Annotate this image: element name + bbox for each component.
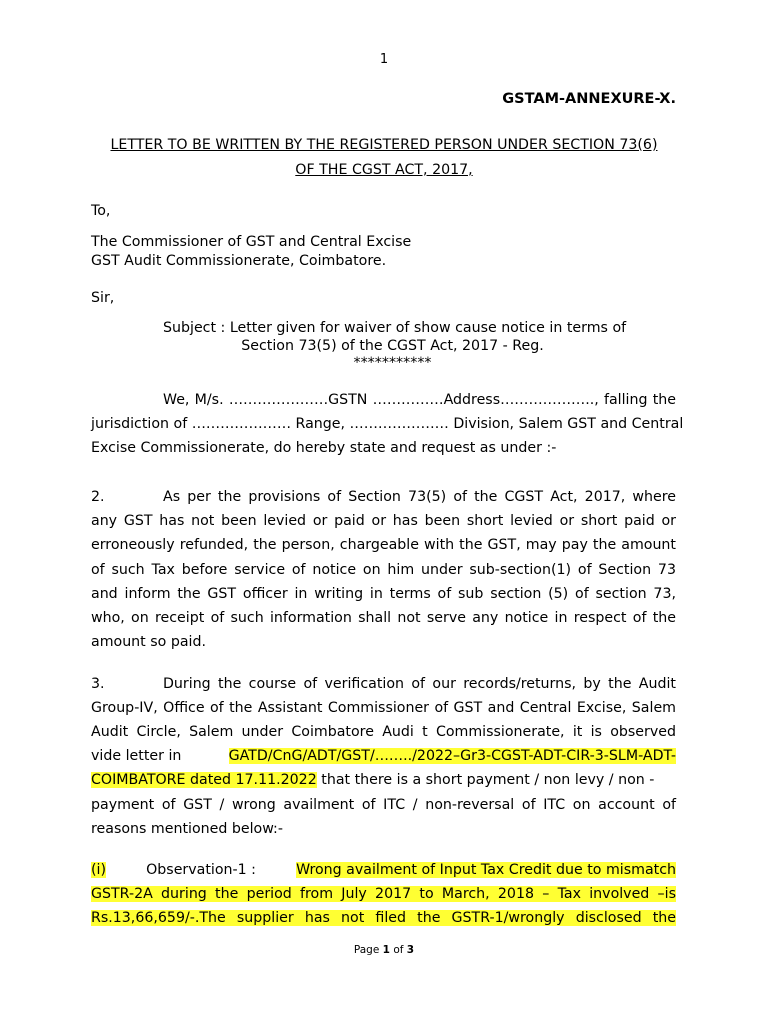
para3-line-5 bbox=[91, 772, 676, 788]
para2-number: 2. bbox=[91, 489, 105, 505]
subject-line-1: Subject : Letter given for waiver of show cause notice in terms of bbox=[163, 320, 627, 336]
para2-line-2: any GST has not been levied or paid or has been short levied or short paid or bbox=[91, 513, 676, 529]
to-label: To, bbox=[91, 203, 111, 219]
para3-line-3: Audit Circle, Salem under Coimbatore Audi t Commissionerate, it is observed bbox=[91, 724, 676, 740]
para2-line-5: and inform the GST officer in writing in terms of sub section (5) of section 73, bbox=[91, 586, 676, 602]
addressee-line-1: The Commissioner of GST and Central Excise bbox=[91, 234, 412, 250]
para2-line-7: amount so paid. bbox=[91, 634, 206, 650]
footer-of-word: of bbox=[393, 944, 404, 956]
para3-line-4 bbox=[91, 748, 676, 764]
footer-current-page: 1 bbox=[382, 944, 390, 956]
para3-line-2: Group-IV, Office of the Assistant Commissioner of GST and Central Excise, Salem bbox=[91, 700, 676, 716]
subject-line-2: Section 73(5) of the CGST Act, 2017 - Reg. bbox=[241, 338, 544, 354]
letter-date-highlight: COIMBATORE dated 17.11.2022 bbox=[91, 772, 317, 788]
observation-1-line-1 bbox=[91, 862, 676, 878]
title-line-1: LETTER TO BE WRITTEN BY THE REGISTERED PERSON UNDER SECTION 73(6) bbox=[110, 137, 658, 153]
para1-line-1: We, M/s. …………………GSTN ……………Address……………….., falling the bbox=[163, 392, 676, 408]
title-line-2: OF THE CGST ACT, 2017, bbox=[295, 162, 473, 178]
observation-1-text-1: Wrong availment of Input Tax Credit due to mismatch bbox=[296, 862, 676, 878]
para3-line-7: reasons mentioned below:- bbox=[91, 821, 283, 837]
para2-line-6: who, on receipt of such information shall not serve any notice in respect of the bbox=[91, 610, 676, 626]
para3-line-5-text: that there is a short payment / non levy / non - bbox=[316, 772, 655, 788]
addressee-line-2: GST Audit Commissionerate, Coimbatore. bbox=[91, 253, 387, 269]
observation-1-line-3: Rs.13,66,659/-.The supplier has not filed the GSTR-1/wrongly disclosed the bbox=[91, 910, 676, 926]
para3-line-6: payment of GST / wrong availment of ITC / non-reversal of ITC on account of bbox=[91, 797, 676, 813]
footer-page-word: Page bbox=[353, 944, 380, 956]
para1-line-3: Excise Commissionerate, do hereby state and request as under :- bbox=[91, 440, 557, 456]
salutation: Sir, bbox=[91, 290, 115, 306]
observation-1-line-2: GSTR-2A during the period from July 2017 to March, 2018 – Tax involved –is bbox=[91, 886, 676, 902]
annexure-heading: GSTAM-ANNEXURE-X. bbox=[502, 91, 676, 107]
para2-line-3: erroneously refunded, the person, chargeable with the GST, may pay the amount bbox=[91, 537, 676, 553]
observation-number: (i) bbox=[91, 862, 107, 878]
para3-line-1: During the course of verification of our records/returns, by the Audit bbox=[163, 676, 676, 692]
para2-line-1: As per the provisions of Section 73(5) of the CGST Act, 2017, where bbox=[163, 489, 676, 505]
para3-number: 3. bbox=[91, 676, 105, 692]
para3-line-4-text: vide letter in bbox=[91, 748, 182, 764]
letter-reference-highlight: GATD/CnG/ADT/GST/……../2022–Gr3-CGST-ADT-CIR-3-SLM-ADT- bbox=[228, 748, 676, 764]
subject-stars: *********** bbox=[353, 355, 432, 371]
page-number-top: 1 bbox=[379, 52, 389, 67]
footer-total-pages: 3 bbox=[406, 944, 415, 956]
para2-line-4: of such Tax before service of notice on him under sub-section(1) of Section 73 bbox=[91, 562, 676, 578]
para1-line-2: jurisdiction of ………………… Range, ………………… Division, Salem GST and Central bbox=[91, 416, 684, 432]
page-footer bbox=[0, 944, 768, 956]
observation-label: Observation-1 : bbox=[146, 862, 256, 878]
